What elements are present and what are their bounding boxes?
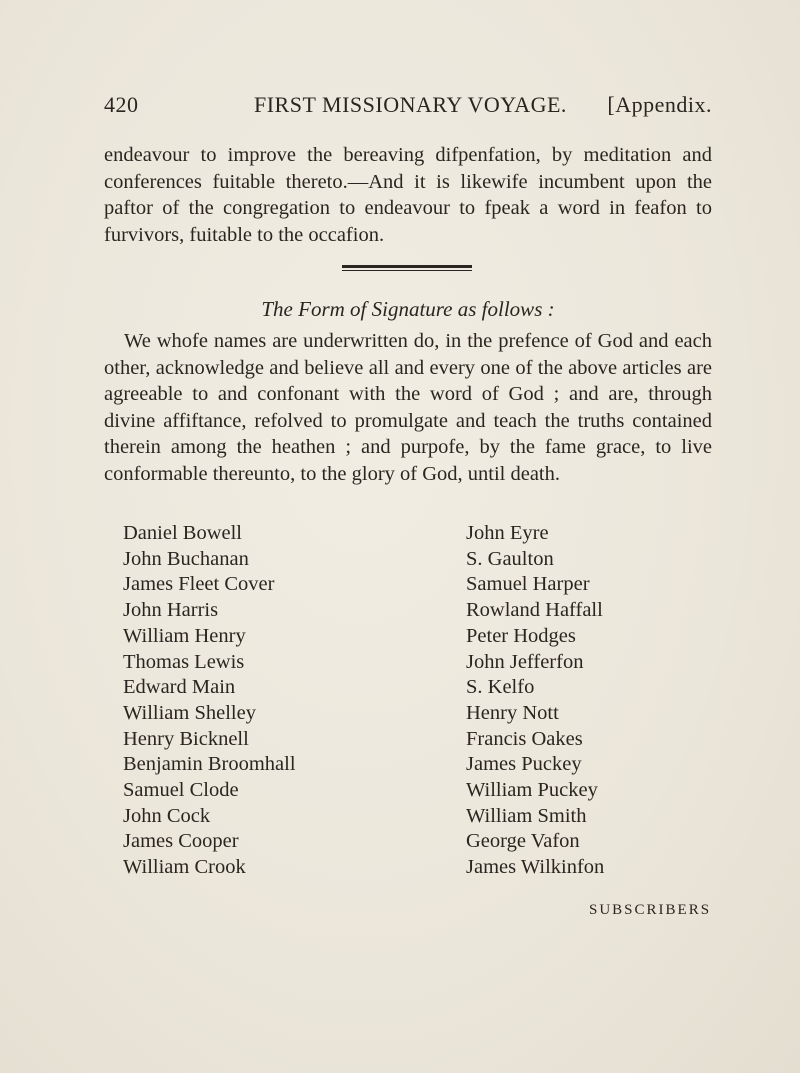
signatory-name: William Smith	[466, 804, 587, 827]
page-number: 420	[104, 92, 139, 117]
intro-paragraph: endeavour to improve the bereaving difpenfation, by meditation and conferences fuitable thereto.—And it is likewife incumbent upon the paftor of the congregation to endeavour to fpeak a word in feafon to furvivors, fuitable to the occafion.	[104, 144, 712, 246]
signatory-name: Samuel Clode	[123, 779, 239, 802]
signatory-name: John Cock	[123, 804, 211, 827]
signatory-name: Peter Hodges	[466, 624, 576, 647]
signatory-name: William Puckey	[466, 779, 598, 802]
signatory-name: S. Gaulton	[466, 547, 554, 570]
signatory-name: William Shelley	[123, 701, 256, 724]
signatory-name: S. Kelfo	[466, 676, 535, 699]
signatory-name: William Henry	[123, 624, 246, 647]
signatory-name: James Wilkinfon	[466, 856, 605, 879]
form-heading: The Form of Signature as follows :	[261, 297, 555, 321]
signatory-name: James Fleet Cover	[123, 573, 275, 596]
signatory-name: John Jefferfon	[466, 650, 584, 673]
signatory-name: Henry Nott	[466, 701, 559, 724]
signatory-name: George Vafon	[466, 830, 580, 853]
signatory-name: John Buchanan	[123, 547, 249, 570]
signatory-name: James Puckey	[466, 753, 582, 776]
signatory-name: Rowland Haffall	[466, 599, 603, 622]
signatory-name: James Cooper	[123, 830, 239, 853]
signatory-name: Edward Main	[123, 676, 236, 699]
section-divider	[342, 265, 472, 268]
signatory-name: Samuel Harper	[466, 573, 590, 596]
signatory-name: John Eyre	[466, 522, 549, 544]
signatory-name: Henry Bicknell	[123, 727, 249, 750]
signatory-name: John Harris	[123, 599, 219, 622]
section-label: [Appendix.	[607, 92, 712, 117]
signatory-name: Francis Oakes	[466, 727, 583, 750]
signatories-right-column	[466, 521, 604, 881]
page-header	[104, 92, 712, 124]
signatories-left-column	[123, 521, 296, 881]
signatory-name: William Crook	[123, 856, 246, 879]
catchword: SUBSCRIBERS	[589, 902, 712, 918]
declaration-paragraph: We whofe names are underwritten do, in the prefence of God and each other, acknowledge and believe all and every one of the above articles are agreeable to and confonant with the word of God ; and are, through divine affiftance, refolved to promulgate and teach the truths contained therein among the heathen ; and purpofe, by the fame grace, to live conformable thereunto, to the glory of God, until death.	[104, 330, 712, 485]
signatory-name: Thomas Lewis	[123, 650, 245, 673]
running-title: FIRST MISSIONARY VOYAGE.	[254, 92, 567, 117]
signatory-name: Daniel Bowell	[123, 522, 242, 544]
signatory-name: Benjamin Broomhall	[123, 753, 296, 776]
